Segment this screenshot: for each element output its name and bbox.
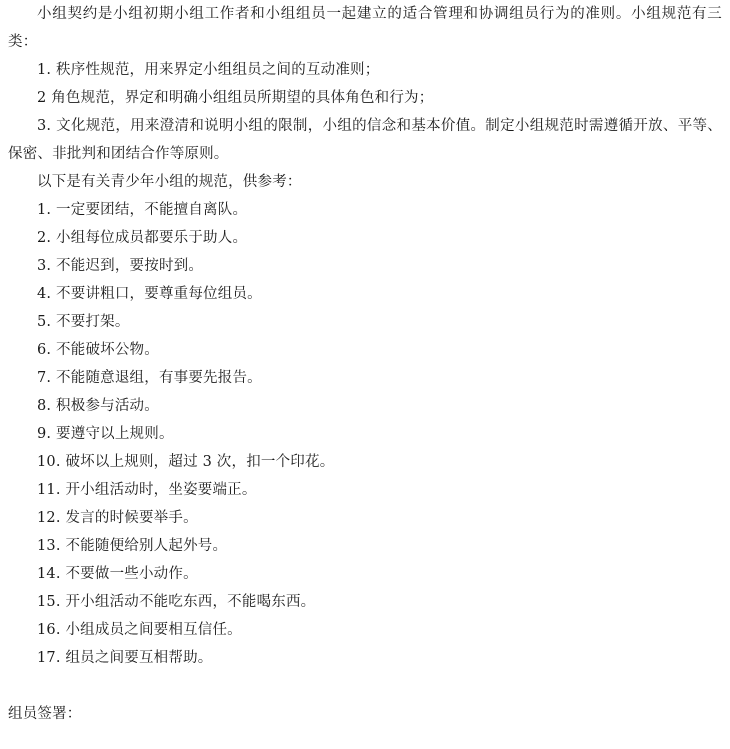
- rules-list: [8, 196, 722, 672]
- list-item: 11. 开小组活动时，坐姿要端正。: [37, 482, 257, 498]
- list-item: 7. 不能随意退组，有事要先报告。: [37, 370, 262, 386]
- norm-type-1: 1. 秩序性规范，用来界定小组组员之间的互动准则；: [37, 62, 380, 78]
- list-item: 13. 不能随便给别人起外号。: [37, 538, 228, 554]
- list-item: 9. 要遵守以上规则。: [37, 426, 174, 442]
- list-item: 12. 发言的时候要举手。: [37, 510, 198, 526]
- list-item: 1. 一定要团结，不能擅自离队。: [37, 202, 248, 218]
- signature-label: 组员签署：: [8, 706, 82, 722]
- spacer: [8, 672, 722, 700]
- list-item: 4. 不要讲粗口，要尊重每位组员。: [37, 286, 262, 302]
- list-item: 10. 破坏以上规则，超过 3 次，扣一个印花。: [37, 454, 335, 470]
- intro-paragraph: 小组契约是小组初期小组工作者和小组组员一起建立的适合管理和协调组员行为的准则。小组规范有三类：: [8, 6, 722, 50]
- norm-type-2: 2 角色规范，界定和明确小组组员所期望的具体角色和行为；: [37, 90, 434, 106]
- reference-intro: 以下是有关青少年小组的规范，供参考：: [37, 174, 302, 190]
- list-item: 15. 开小组活动不能吃东西，不能喝东西。: [37, 594, 316, 610]
- document-body: [8, 0, 722, 728]
- list-item: 8. 积极参与活动。: [37, 398, 159, 414]
- list-item: 6. 不能破坏公物。: [37, 342, 159, 358]
- list-item: 5. 不要打架。: [37, 314, 130, 330]
- list-item: 14. 不要做一些小动作。: [37, 566, 198, 582]
- list-item: 16. 小组成员之间要相互信任。: [37, 622, 242, 638]
- list-item: 17. 组员之间要互相帮助。: [37, 650, 213, 666]
- list-item: 3. 不能迟到，要按时到。: [37, 258, 204, 274]
- norm-type-3: 3. 文化规范，用来澄清和说明小组的限制，小组的信念和基本价值。制定小组规范时需遵循开放、平等、保密、非批判和团结合作等原则。: [8, 118, 722, 162]
- list-item: 2. 小组每位成员都要乐于助人。: [37, 230, 248, 246]
